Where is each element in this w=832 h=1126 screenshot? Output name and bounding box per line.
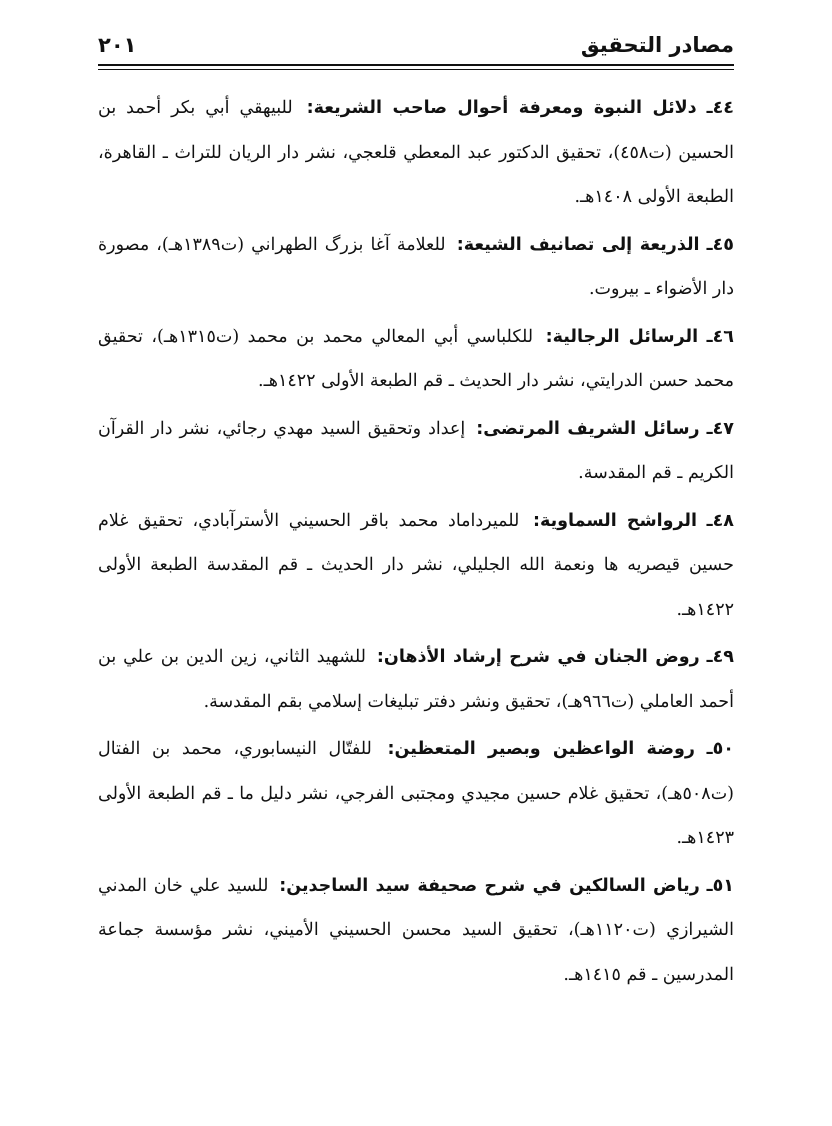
- bibliography-list: [98, 86, 734, 1000]
- entry-text: للعلامة آغا بزرگ الطهراني (ت١٣٨٩هـ)، مصورة دار الأضواء ـ بيروت.: [98, 234, 734, 299]
- bibliography-entry: [98, 223, 734, 312]
- entry-number: ٤٤ـ: [706, 98, 734, 118]
- entry-title: دلائل النبوة ومعرفة أحوال صاحب الشريعة:: [306, 98, 697, 118]
- entry-number: ٥١ـ: [706, 875, 734, 896]
- entry-title: الرسائل الرجالية:: [545, 326, 699, 347]
- entry-text: للسيد علي خان المدني الشيرازي (ت١١٢٠هـ)، تحقيق السيد محسن الحسيني الأميني، نشر مؤسسة جماعة المدرسين ـ قم ١٤١٥هـ.: [98, 875, 735, 985]
- entry-text: للفتّال النيسابوري، محمد بن الفتال (ت٥٠٨هـ)، تحقيق غلام حسين مجيدي ومجتبى الفرجي، نشر دليل ما ـ قم الطبعة الأولى ١٤٢٣هـ.: [98, 739, 734, 848]
- entry-number: ٤٥ـ: [706, 234, 734, 255]
- entry-title: الذريعة إلى تصانيف الشيعة:: [456, 234, 700, 255]
- entry-number: ٥٠ـ: [706, 739, 734, 759]
- bibliography-entry: [98, 315, 734, 404]
- running-title: مصادر التحقيق: [580, 33, 734, 57]
- bibliography-entry: [98, 864, 734, 998]
- bibliography-entry: [98, 407, 734, 496]
- entry-number: ٤٨ـ: [706, 510, 734, 531]
- entry-title: رسائل الشريف المرتضى:: [476, 418, 700, 439]
- header-rule-thick: [98, 64, 734, 66]
- header-rule-thin: [98, 69, 734, 70]
- entry-title: رياض السالكين في شرح صحيفة سيد الساجدين:: [279, 875, 700, 896]
- bibliography-entry: [98, 727, 734, 861]
- entry-number: ٤٩ـ: [706, 647, 734, 667]
- bibliography-entry: [98, 86, 734, 220]
- entry-title: الرواشح السماوية:: [532, 510, 697, 531]
- entry-title: روض الجنان في شرح إرشاد الأذهان:: [376, 647, 700, 667]
- entry-text: للميرداماد محمد باقر الحسيني الأسترآبادي، تحقيق غلام حسين قيصريه ها ونعمة الله الجليلي، نشر دار الحديث ـ قم المقدسة الطبعة الأولى ١٤٢٢هـ.: [98, 510, 734, 620]
- entry-number: ٤٦ـ: [706, 326, 734, 347]
- page-number: ٢٠١: [98, 33, 137, 57]
- entry-text: إعداد وتحقيق السيد مهدي رجائي، نشر دار القرآن الكريم ـ قم المقدسة.: [98, 418, 734, 483]
- entry-text: للشهيد الثاني، زين الدين بن علي بن أحمد العاملي (ت٩٦٦هـ)، تحقيق ونشر دفتر تبليغات إسلامي بقم المقدسة.: [98, 647, 734, 712]
- entry-title: روضة الواعظين وبصير المتعظين:: [387, 739, 695, 759]
- bibliography-entry: [98, 499, 734, 633]
- entry-number: ٤٧ـ: [706, 418, 734, 439]
- entry-text: للبيهقي أبي بكر أحمد بن الحسين (ت٤٥٨)، تحقيق الدكتور عبد المعطي قلعجي، نشر دار الريان للتراث ـ القاهرة، الطبعة الأولى ١٤٠٨هـ.: [98, 98, 734, 207]
- bibliography-entry: [98, 635, 734, 724]
- page-header: [98, 28, 734, 62]
- entry-text: للكلباسي أبي المعالي محمد بن محمد (ت١٣١٥هـ)، تحقيق محمد حسن الدرايتي، نشر دار الحديث ـ قم الطبعة الأولى ١٤٢٢هـ.: [98, 326, 734, 391]
